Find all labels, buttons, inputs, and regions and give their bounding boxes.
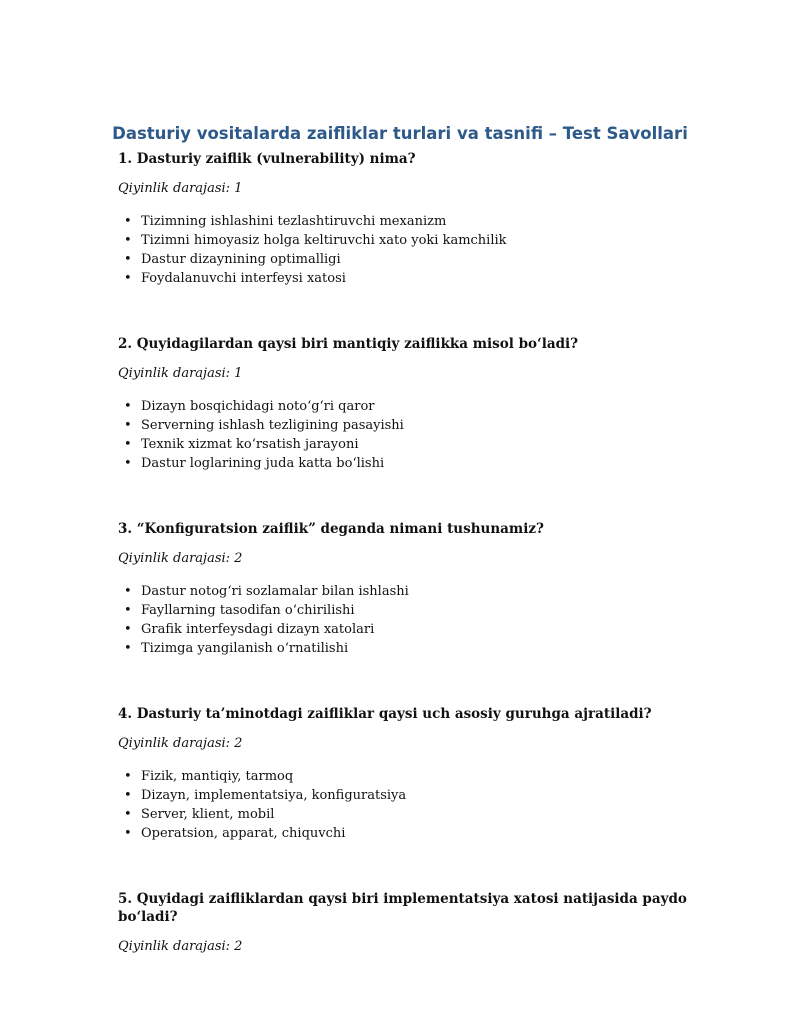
answer-option: • Operatsion, apparat, chiquvchi [118, 824, 738, 843]
answer-option: • Dizayn, implementatsiya, konfiguratsiya [118, 786, 738, 805]
answer-options [118, 582, 738, 658]
answer-option: • Fizik, mantiqiy, tarmoq [118, 767, 738, 786]
answer-option: • Foydalanuvchi interfeysi xatosi [118, 269, 738, 288]
difficulty-level: Qiyinlik darajasi: 2 [118, 736, 243, 751]
question-heading: 2. Quyidagilardan qaysi biri mantiqiy zaiflikka misol bo‘ladi? [118, 336, 579, 352]
answer-option: • Dastur dizaynining optimalligi [118, 250, 738, 269]
question-2 [118, 335, 738, 473]
answer-option: • Serverning ishlash tezligining pasayishi [118, 416, 738, 435]
question-heading: 3. “Konfiguratsion zaiflik” deganda nimani tushunamiz? [118, 521, 544, 537]
difficulty-level: Qiyinlik darajasi: 2 [118, 939, 243, 954]
difficulty-level: Qiyinlik darajasi: 1 [118, 366, 243, 381]
question-heading: 1. Dasturiy zaiflik (vulnerability) nima? [118, 151, 416, 167]
answer-option: • Texnik xizmat ko‘rsatish jarayoni [118, 435, 738, 454]
answer-options [118, 767, 738, 843]
answer-option: • Fayllarning tasodifan o‘chirilishi [118, 601, 738, 620]
answer-option: • Dastur notog‘ri sozlamalar bilan ishlashi [118, 582, 738, 601]
question-1 [118, 150, 738, 288]
answer-option: • Tizimni himoyasiz holga keltiruvchi xato yoki kamchilik [118, 231, 738, 250]
question-heading: 5. Quyidagi zaifliklardan qaysi biri implementatsiya xatosi natijasida paydo bo‘ladi? [118, 891, 687, 925]
answer-option: • Grafik interfeysdagi dizayn xatolari [118, 620, 738, 639]
answer-option: • Dastur loglarining juda katta bo‘lishi [118, 454, 738, 473]
difficulty-level: Qiyinlik darajasi: 2 [118, 551, 243, 566]
question-3 [118, 520, 738, 658]
answer-options [118, 397, 738, 473]
question-4 [118, 705, 738, 843]
answer-option: • Dizayn bosqichidagi noto‘g‘ri qaror [118, 397, 738, 416]
document-title: Dasturiy vositalarda zaifliklar turlari va tasnifi – Test Savollari [112, 124, 688, 143]
answer-options [118, 212, 738, 288]
answer-option: • Server, klient, mobil [118, 805, 738, 824]
answer-option: • Tizimga yangilanish o‘rnatilishi [118, 639, 738, 658]
answer-option: • Tizimning ishlashini tezlashtiruvchi mexanizm [118, 212, 738, 231]
difficulty-level: Qiyinlik darajasi: 1 [118, 181, 243, 196]
question-5 [118, 890, 738, 956]
question-heading: 4. Dasturiy ta’minotdagi zaifliklar qaysi uch asosiy guruhga ajratiladi? [118, 706, 652, 722]
